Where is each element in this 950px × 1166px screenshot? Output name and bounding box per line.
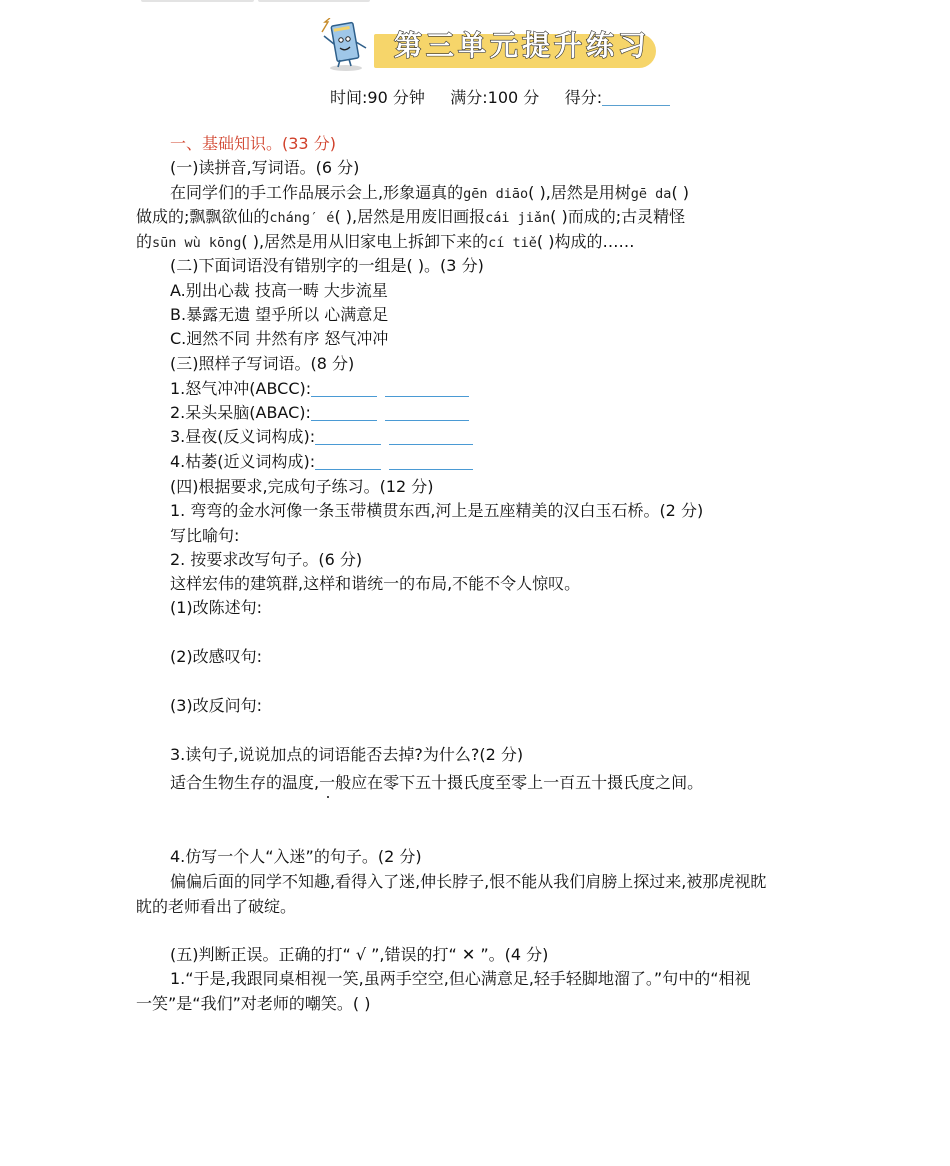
part4-q2-a[interactable]: (1)改陈述句: [170,598,263,617]
answer-line[interactable] [315,453,381,470]
title-header [316,18,666,72]
part4-q2-c[interactable]: (3)改反问句: [170,696,263,715]
book-mascot-icon [316,18,374,72]
text: 应在零下五十摄氏度至零上一百五十摄氏度之间。 [351,773,704,792]
full-score: 满分:100 分 [450,88,540,107]
part4-q3: 3.读句子,说说加点的词语能否去掉?为什么?(2 分) [170,745,524,764]
answer-line[interactable] [389,428,473,445]
item-label: 2.呆头呆脑(ABAC): [170,403,311,422]
part4-q1: 1. 弯弯的金水河像一条玉带横贯东西,河上是五座精美的汉白玉石桥。(2 分) [170,501,704,520]
page-title: 第三单元提升练习 [394,29,651,62]
part4-q3-sentence [170,773,703,793]
part4-q1-task[interactable]: 写比喻句: [170,526,240,545]
part1-line-3 [136,232,634,253]
answer-blank[interactable]: ( ),居然是用从旧家电上拆卸下来的 [241,232,489,251]
part3-item-2 [170,403,469,423]
part1-line-2 [136,207,685,228]
part1-heading: (一)读拼音,写词语。(6 分) [170,158,360,177]
part4-q2: 2. 按要求改写句子。(6 分) [170,550,363,569]
time-limit: 时间:90 分钟 [330,88,425,107]
text: 做成的;飘飘欲仙的 [136,207,270,226]
part3-heading: (三)照样子写词语。(8 分) [170,354,355,373]
answer-blank[interactable]: ( ) [671,183,690,202]
exam-meta [330,85,670,108]
pinyin: gē da [630,186,672,202]
part4-q2-sentence: 这样宏伟的建筑群,这样和谐统一的布局,不能不令人惊叹。 [170,574,581,593]
answer-blank[interactable]: ( ),居然是用废旧画报 [334,207,486,226]
answer-line[interactable] [389,453,473,470]
answer-line[interactable] [311,380,377,397]
part5-q1-line2[interactable]: 一笑”是“我们”对老师的嘲笑。( ) [136,994,371,1013]
text: 适合生物生存的温度, [170,773,320,792]
option-c[interactable]: C.迥然不同 井然有序 怒气冲冲 [170,329,389,348]
top-tab-left [141,0,254,2]
part2-heading: (二)下面词语没有错别字的一组是( )。(3 分) [170,256,484,275]
score-label: 得分: [564,88,603,107]
item-label: 4.枯萎(近义词构成): [170,452,316,471]
option-a[interactable]: A.别出心裁 技高一畴 大步流星 [170,281,388,300]
text: 在同学们的手工作品展示会上,形象逼真的 [170,183,464,202]
part3-item-3 [170,427,473,447]
part4-q2-b[interactable]: (2)改感叹句: [170,647,263,666]
answer-blank[interactable]: ( ),居然是用树 [528,183,631,202]
part4-heading: (四)根据要求,完成句子练习。(12 分) [170,477,434,496]
part4-q4-line1: 偏偏后面的同学不知趣,看得入了迷,伸长脖子,恨不能从我们肩膀上探过来,被那虎视眈 [170,872,767,891]
answer-blank[interactable]: ( )而成的;古灵精怪 [550,207,686,226]
item-label: 1.怒气冲冲(ABCC): [170,379,312,398]
part3-item-1 [170,379,469,399]
part1-line-1 [170,183,689,204]
part5-q1-line1: 1.“于是,我跟同桌相视一笑,虽两手空空,但心满意足,轻手轻脚地溜了。”句中的“相视 [170,969,751,988]
answer-line[interactable] [385,404,469,421]
score-blank[interactable] [602,87,670,106]
answer-line[interactable] [385,380,469,397]
part5-heading: (五)判断正误。正确的打“ √ ”,错误的打“ ✕ ”。(4 分) [170,945,549,964]
part3-item-4 [170,452,473,472]
item-label: 3.昼夜(反义词构成): [170,427,316,446]
answer-line[interactable] [311,404,377,421]
pinyin: cái jiǎn [485,210,551,226]
option-b[interactable]: B.暴露无遗 望乎所以 心满意足 [170,305,389,324]
section-heading: 一、基础知识。(33 分) [170,134,336,153]
top-tab-right [258,0,370,2]
text: 般 [335,773,352,792]
part4-q4-line2: 眈的老师看出了破绽。 [136,897,297,916]
answer-line[interactable] [315,428,381,445]
pinyin: sūn wù kōng [152,235,242,251]
pinyin: cháng′ é [269,210,335,226]
dotted-word: 一 [319,773,336,792]
answer-blank[interactable]: ( )构成的…… [536,232,635,251]
pinyin: gēn diāo [463,186,529,202]
pinyin: cí tiě [488,235,537,251]
text: 的 [136,232,153,251]
part4-q4: 4.仿写一个人“入迷”的句子。(2 分) [170,847,422,866]
